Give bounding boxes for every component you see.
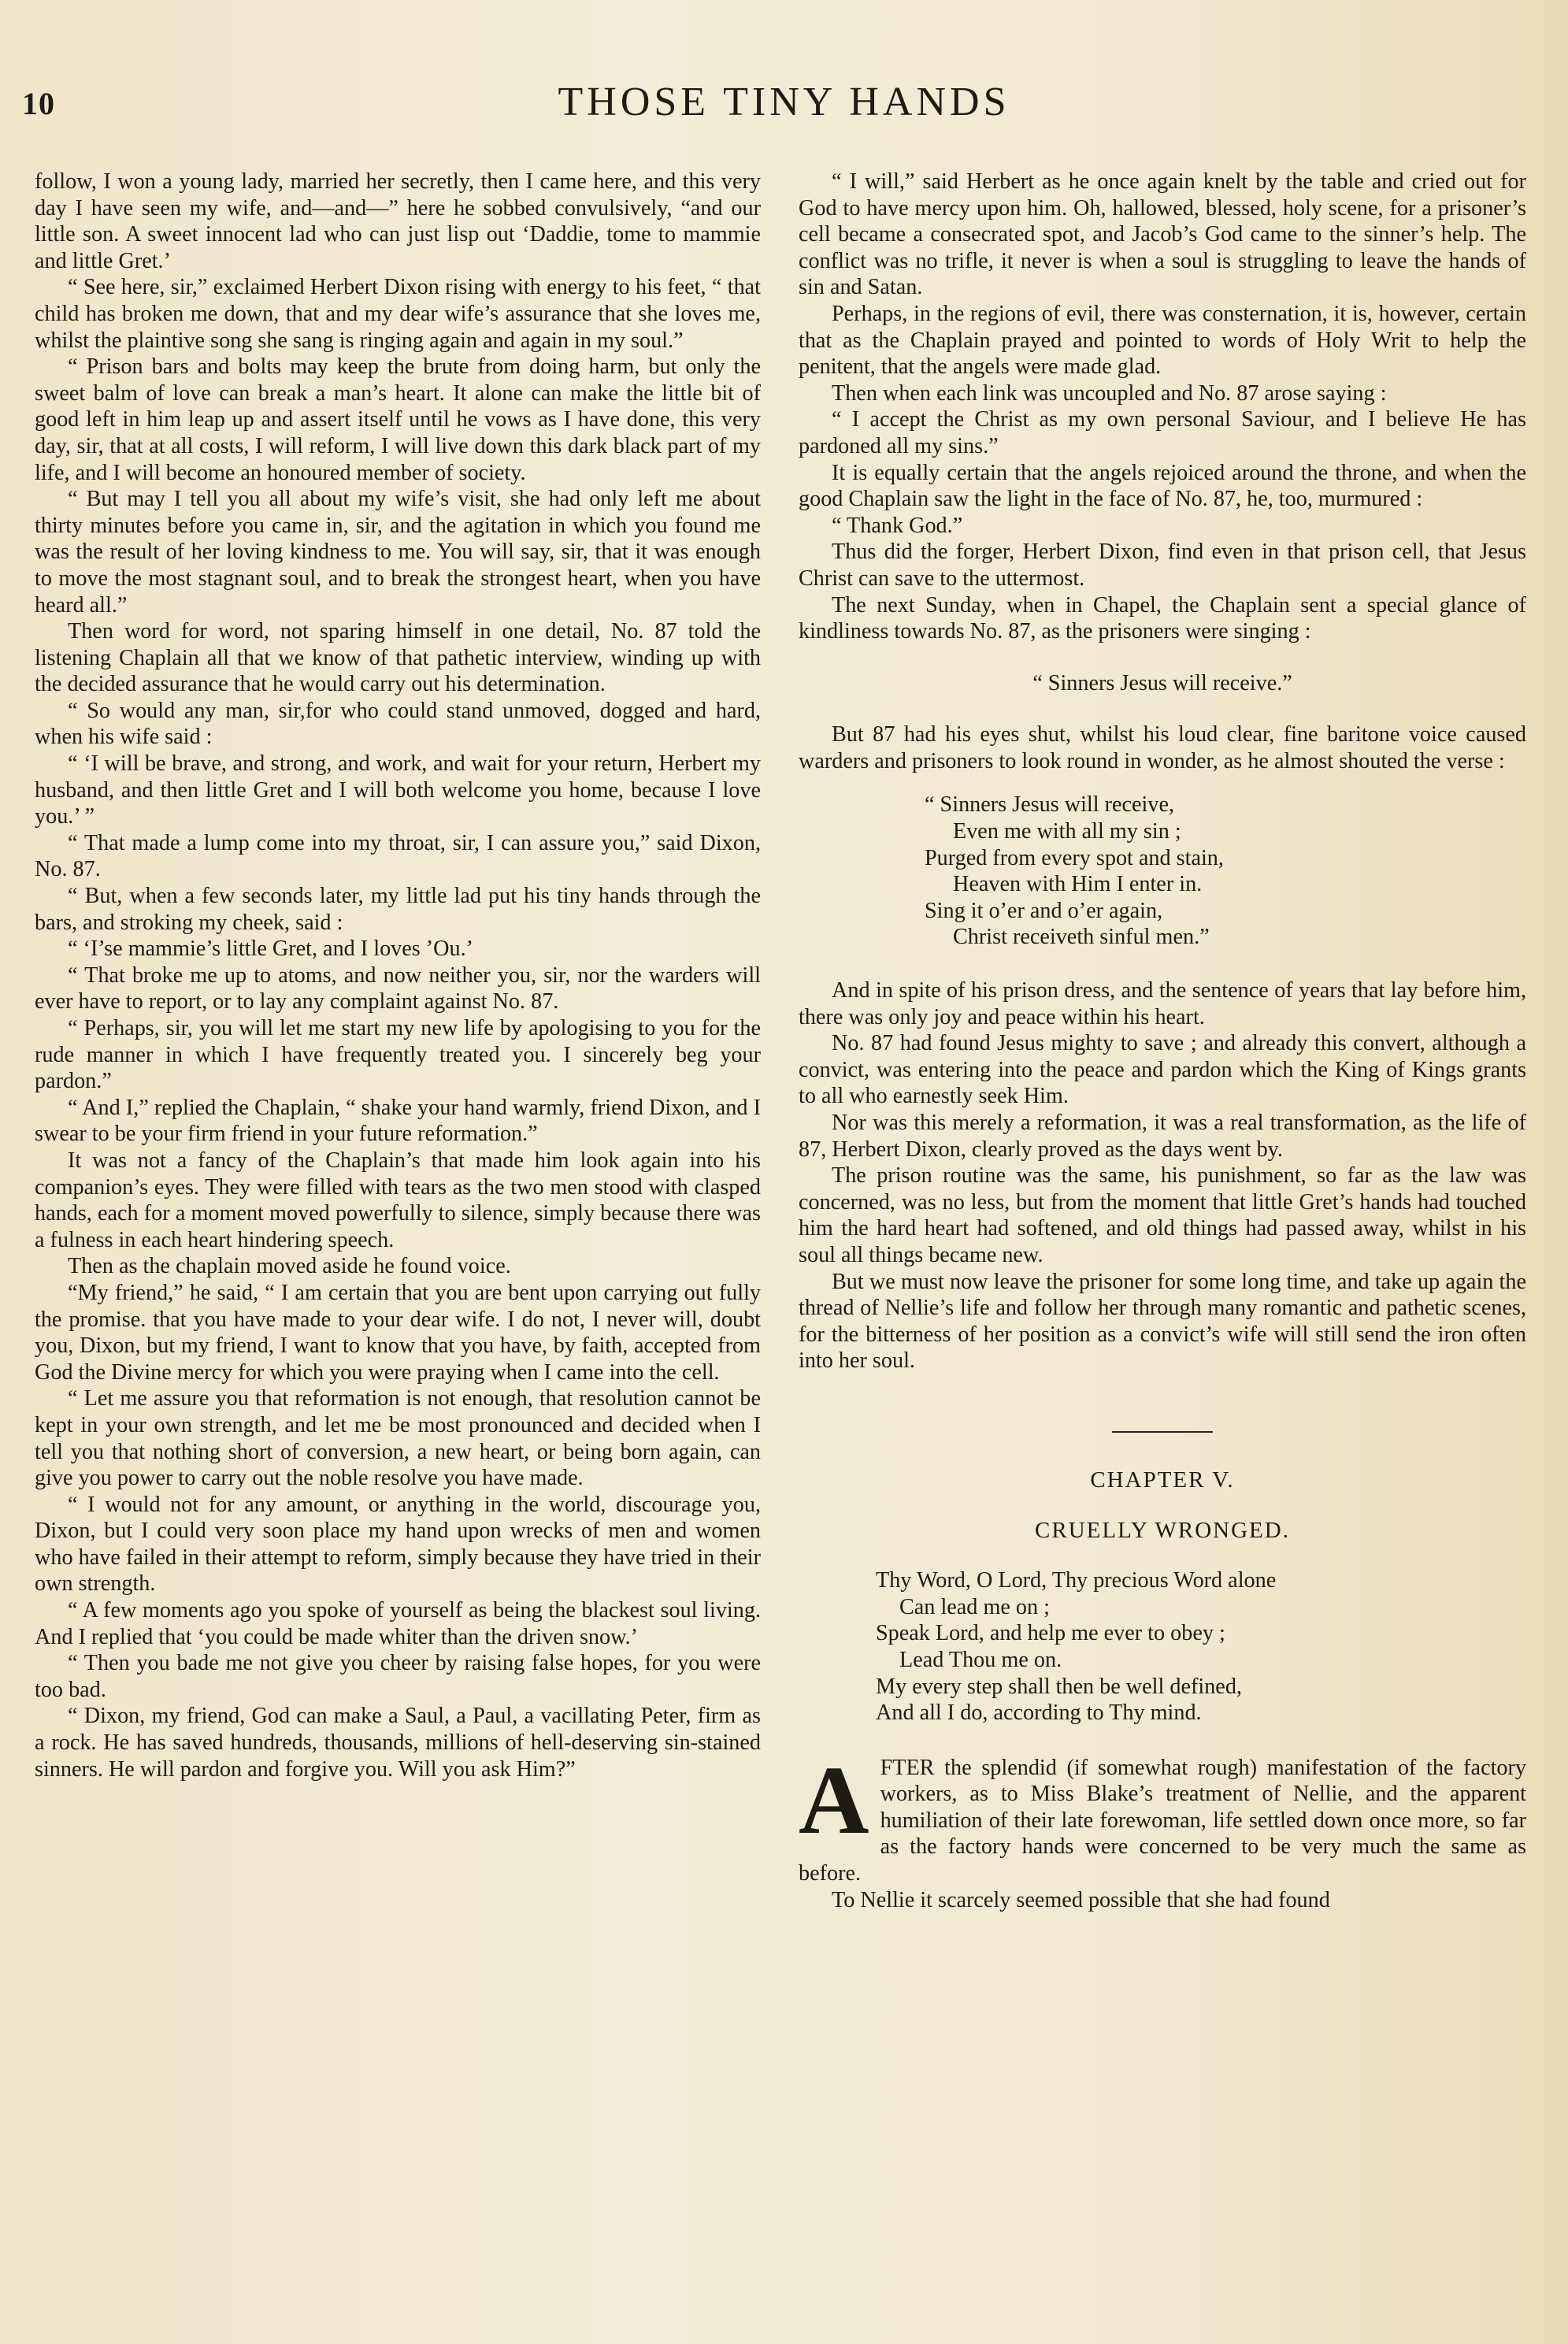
paragraph: “ ‘I will be brave, and strong, and work, and wait for your return, Herbert my husband, and then little Gret and I will both welcome you home, because I love you.’ ”: [35, 751, 761, 829]
left-column: [35, 169, 761, 1782]
epigraph-line: My every step shall then be well defined,: [876, 1674, 1242, 1699]
verse-line: Purged from every spot and stain,: [925, 845, 1224, 870]
paragraph: And in spite of his prison dress, and the sentence of years that lay before him, there was only joy and peace within his heart.: [799, 978, 1526, 1029]
paragraph: It is equally certain that the angels rejoiced around the throne, and when the good Chaplain saw the light in the face of No. 87, he, too, murmured :: [799, 460, 1526, 512]
paragraph: “ See here, sir,” exclaimed Herbert Dixon rising with energy to his feet, “ that child has broken me down, that and my dear wife’s assurance that she loves me, whilst the plaintive song she sang is ringing again and again in my soul.”: [35, 275, 761, 353]
paragraph: Then word for word, not sparing himself in one detail, No. 87 told the listening Chaplain all that we know of that pathetic interview, winding up with the decided assurance that he would carry out his determination.: [35, 619, 761, 697]
paragraph: “ I would not for any amount, or anything in the world, discourage you, Dixon, but I could very soon place my hand upon wrecks of men and women who have failed in their attempt to reform, simply because they have tried in their own strength.: [35, 1492, 761, 1597]
paragraph: Then when each link was uncoupled and No. 87 arose saying :: [832, 380, 1387, 406]
epigraph: [876, 1567, 1526, 1726]
paragraph: “ ‘I’se mammie’s little Gret, and I loves ’Ou.’: [68, 936, 474, 962]
hymn-line: “ Sinners Jesus will receive.”: [1032, 670, 1292, 695]
paragraph: The prison routine was the same, his punishment, so far as the law was concerned, was no less, but from the moment that little Gret’s hands had touched him the hard heart had softened, and old things had passed away, whilst in his soul all things became new.: [799, 1163, 1526, 1267]
chapter-title: CRUELLY WRONGED.: [1035, 1517, 1290, 1543]
paragraph: “ Perhaps, sir, you will let me start my new life by apologising to you for the rude manner in which I have frequently treated you. I sincerely beg your pardon.”: [35, 1016, 761, 1094]
verse-line: Christ receiveth sinful men.”: [953, 925, 1210, 950]
epigraph-line: And all I do, according to Thy mind.: [876, 1701, 1202, 1726]
paragraph: “ Then you bade me not give you cheer by raising false hopes, for you were too bad.: [35, 1651, 761, 1702]
chapter-number: CHAPTER V.: [1090, 1467, 1235, 1493]
epigraph-line: Lead Thou me on.: [899, 1647, 1062, 1672]
paragraph: follow, I won a young lady, married her secretly, then I came here, and this very day I have seen my wife, and—and—” here he sobbed convulsively, “and our little son. A sweet innocent lad who can just lisp out ‘Daddie, tome to mammie and little Gret.’: [35, 169, 761, 273]
section-divider: [1112, 1431, 1213, 1433]
page-number: 10: [22, 86, 55, 121]
paragraph: “ Thank God.”: [832, 513, 963, 538]
epigraph-line: Speak Lord, and help me ever to obey ;: [876, 1621, 1225, 1646]
verse-line: “ Sinners Jesus will receive,: [925, 792, 1175, 818]
chapter-opening-paragraph: [799, 1745, 1526, 1887]
paragraph: Then as the chaplain moved aside he found voice.: [68, 1254, 511, 1279]
verse-line: Even me with all my sin ;: [953, 819, 1181, 844]
paragraph: But 87 had his eyes shut, whilst his loud clear, fine baritone voice caused warders and prisoners to look round in wonder, as he almost shouted the verse :: [799, 722, 1526, 773]
paragraph: No. 87 had found Jesus mighty to save ; and already this convert, although a convict, was entering into the peace and pardon which the King of Kings grants to all who earnestly seek Him.: [799, 1031, 1526, 1109]
paragraph: To Nellie it scarcely seemed possible that she had found: [832, 1887, 1330, 1912]
paragraph: Thus did the forger, Herbert Dixon, find even in that prison cell, that Jesus Christ can save to the uttermost.: [799, 540, 1526, 591]
running-head-title: THOSE TINY HANDS: [558, 80, 1010, 124]
paragraph: “ Dixon, my friend, God can make a Saul, a Paul, a vacillating Peter, firm as a rock. He has saved hundreds, thousands, millions of hell-deserving sin-stained sinners. He will pardon and forgive you. Will you ask Him?”: [35, 1704, 761, 1782]
paragraph: “ That made a lump come into my throat, sir, I can assure you,” said Dixon, No. 87.: [35, 830, 761, 882]
paragraph: “ I accept the Christ as my own personal Saviour, and I believe He has pardoned all my sins.”: [799, 407, 1526, 458]
paragraph: “ A few moments ago you spoke of yourself as being the blackest soul living. And I replied that ‘you could be made whiter than the driven snow.’: [35, 1598, 761, 1649]
paragraph: “ And I,” replied the Chaplain, “ shake your hand warmly, friend Dixon, and I swear to be your firm friend in your future reformation.”: [35, 1095, 761, 1147]
paragraph: But we must now leave the prisoner for some long time, and take up again the thread of Nellie’s life and follow her through many romantic and pathetic scenes, for the bitterness of her position as a convict’s wife will still send the iron often into her soul.: [799, 1269, 1526, 1374]
paragraph: “ I will,” said Herbert as he once again knelt by the table and cried out for God to have mercy upon him. Oh, hallowed, blessed, holy scene, for a prisoner’s cell became a consecrated spot, and Jacob’s God came to the sinner’s help. The conflict was no trifle, it never is when a soul is struggling to leave the hands of sin and Satan.: [799, 169, 1526, 300]
paragraph: “ Let me assure you that reformation is not enough, that resolution cannot be kept in your own strength, and let me be most pronounced and decided when I tell you that nothing short of conversion, a new heart, or being born again, can give you power to carry out the noble resolve you have made.: [35, 1386, 761, 1491]
paragraph: Nor was this merely a reformation, it was a real transformation, as the life of 87, Herbert Dixon, clearly proved as the days went by.: [799, 1111, 1526, 1162]
epigraph-line: Can lead me on ;: [899, 1594, 1050, 1619]
paragraph: “ But, when a few seconds later, my little lad put his tiny hands through the bars, and stroking my cheek, said :: [35, 884, 761, 935]
verse-line: Sing it o’er and o’er again,: [925, 898, 1163, 923]
drop-cap: A: [799, 1745, 869, 1854]
verse-line: Heaven with Him I enter in.: [953, 872, 1203, 897]
paragraph: The next Sunday, when in Chapel, the Chaplain sent a special glance of kindliness towards No. 87, as the prisoners were singing :: [799, 592, 1526, 644]
paragraph: Perhaps, in the regions of evil, there was consternation, it is, however, certain that as the Chaplain prayed and pointed to words of Holy Writ to help the penitent, that the angels were made glad.: [799, 301, 1526, 380]
opening-text: FTER the splendid (if somewhat rough) manifestation of the factory workers, as to Miss Blake’s treatment of Nellie, and the apparent humiliation of their late forewoman, life settled down once more, so far as the factory hands were concerned to be very much the same as before.: [799, 1755, 1526, 1886]
paragraph: “ But may I tell you all about my wife’s visit, she had only left me about thirty minutes before you came in, sir, and the agitation in which you found me was the result of her loving kindness to me. You will say, sir, that it was enough to move the most stagnant soul, and to break the strongest heart, when you have heard all.”: [35, 487, 761, 618]
paragraph: “My friend,” he said, “ I am certain that you are bent upon carrying out fully the promise. that you have made to your dear wife. I do not, I never will, doubt you, Dixon, but my friend, I want to know that you have, by faith, accepted from God the Divine mercy for which you were praying when I came into the cell.: [35, 1280, 761, 1385]
epigraph-line: Thy Word, O Lord, Thy precious Word alone: [876, 1568, 1277, 1593]
paragraph: “ Prison bars and bolts may keep the brute from doing harm, but only the sweet balm of love can break a man’s heart. It alone can make the little bit of good left in him leap up and assert itself until he vows as I have done, this very day, sir, that at all costs, I will reform, I will live down this dark black part of my life, and I will become an honoured member of society.: [35, 354, 761, 485]
hymn-verse: [925, 792, 1526, 951]
paragraph: It was not a fancy of the Chaplain’s that made him look again into his companion’s eyes. They were filled with tears as the two men stood with clasped hands, each for a moment moved powerfully to silence, simply because there was a fulness in each heart hindering speech.: [35, 1148, 761, 1252]
right-column: [799, 169, 1526, 1913]
paragraph: “ That broke me up to atoms, and now neither you, sir, nor the warders will ever have to report, or to lay any complaint against No. 87.: [35, 962, 761, 1014]
paragraph: “ So would any man, sir,for who could stand unmoved, dogged and hard, when his wife said :: [35, 698, 761, 750]
